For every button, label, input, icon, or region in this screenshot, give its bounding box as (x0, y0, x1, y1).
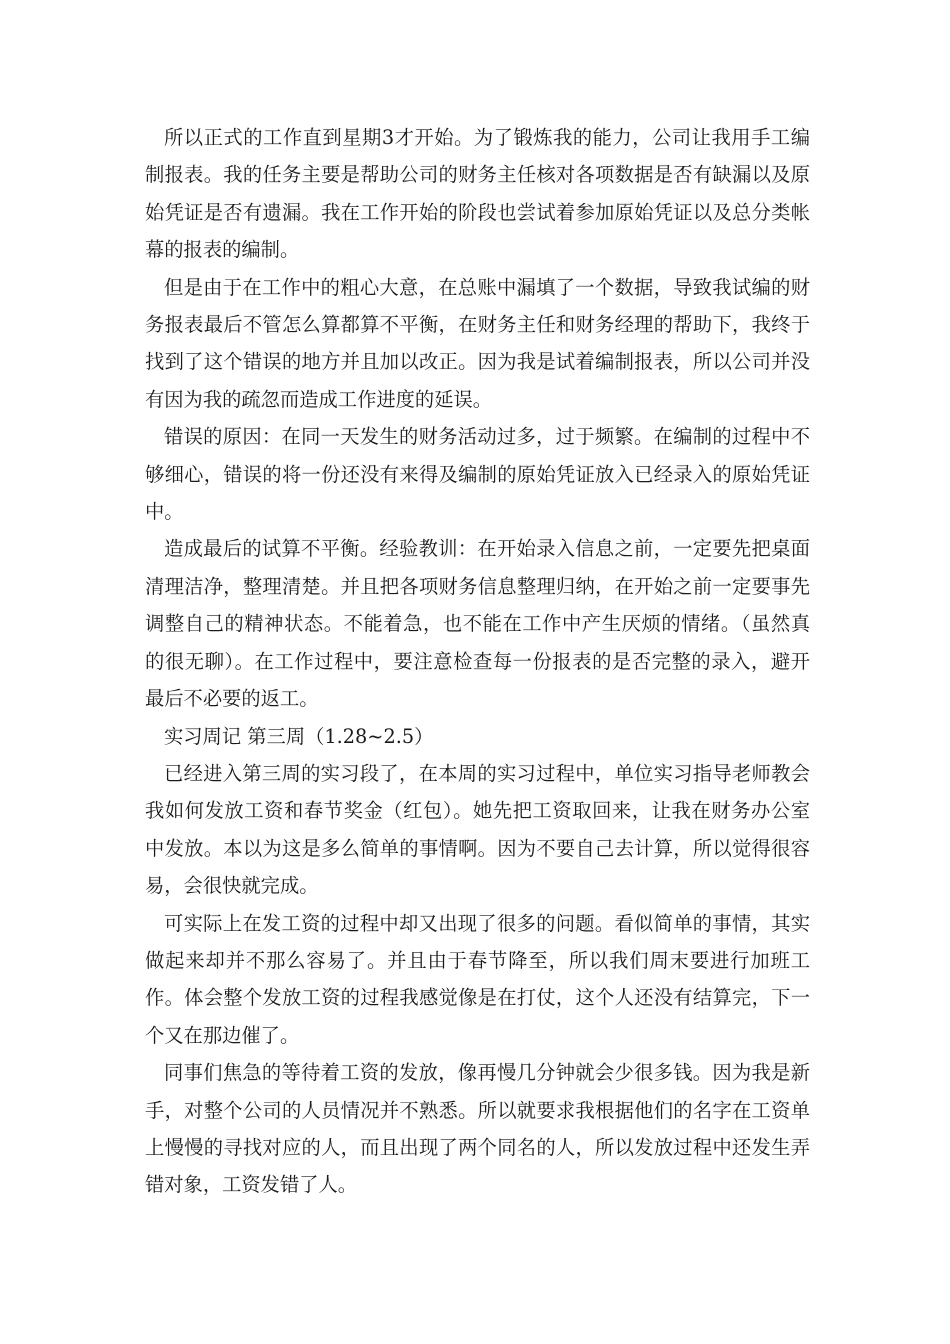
paragraph: 同事们焦急的等待着工资的发放，像再慢几分钟就会少很多钱。因为我是新手，对整个公司的人员情况并不熟悉。所以就要求我根据他们的名字在工资单上慢慢的寻找对应的人，而且出现了两个同名的人，所以发放过程中还发生弄错对象，工资发错了人。 (145, 1061, 810, 1197)
document-body (145, 119, 810, 1204)
paragraph: 可实际上在发工资的过程中却又出现了很多的问题。看似简单的事情，其实做起来却并不那么容易了。并且由于春节降至，所以我们周末要进行加班工作。体会整个发放工资的过程我感觉像是在打仗，这个人还没有结算完，下一个又在那边催了。 (145, 911, 810, 1047)
paragraph: 已经进入第三周的实习段了，在本周的实习过程中，单位实习指导老师教会我如何发放工资和春节奖金（红包）。她先把工资取回来，让我在财务办公室中发放。本以为这是多么简单的事情啊。因为不要自己去计算，所以觉得很容易，会很快就完成。 (145, 761, 810, 898)
paragraph: 但是由于在工作中的粗心大意，在总账中漏填了一个数据，导致我试编的财务报表最后不管怎么算都算不平衡，在财务主任和财务经理的帮助下，我终于找到了这个错误的地方并且加以改正。因为我是试着编制报表，所以公司并没有因为我的疏忽而造成工作进度的延误。 (145, 275, 810, 411)
section-heading: 实习周记 第三周（1.28~2.5） (164, 724, 434, 748)
paragraph: 错误的原因：在同一天发生的财务活动过多，过于频繁。在编制的过程中不够细心，错误的将一份还没有来得及编制的原始凭证放入已经录入的原始凭证中。 (145, 425, 810, 524)
paragraph: 所以正式的工作直到星期3才开始。为了锻炼我的能力，公司让我用手工编制报表。我的任务主要是帮助公司的财务主任核对各项数据是否有缺漏以及原始凭证是否有遗漏。我在工作开始的阶段也尝试着参加原始凭证以及总分类帐幕的报表的编制。 (145, 126, 810, 262)
paragraph: 造成最后的试算不平衡。经验教训：在开始录入信息之前，一定要先把桌面清理洁净，整理清楚。并且把各项财务信息整理归纳，在开始之前一定要事先调整自己的精神状态。不能着急，也不能在工作中产生厌烦的情绪。（虽然真的很无聊）。在工作过程中，要注意检查每一份报表的是否完整的录入，避开最后不必要的返工。 (145, 537, 810, 711)
